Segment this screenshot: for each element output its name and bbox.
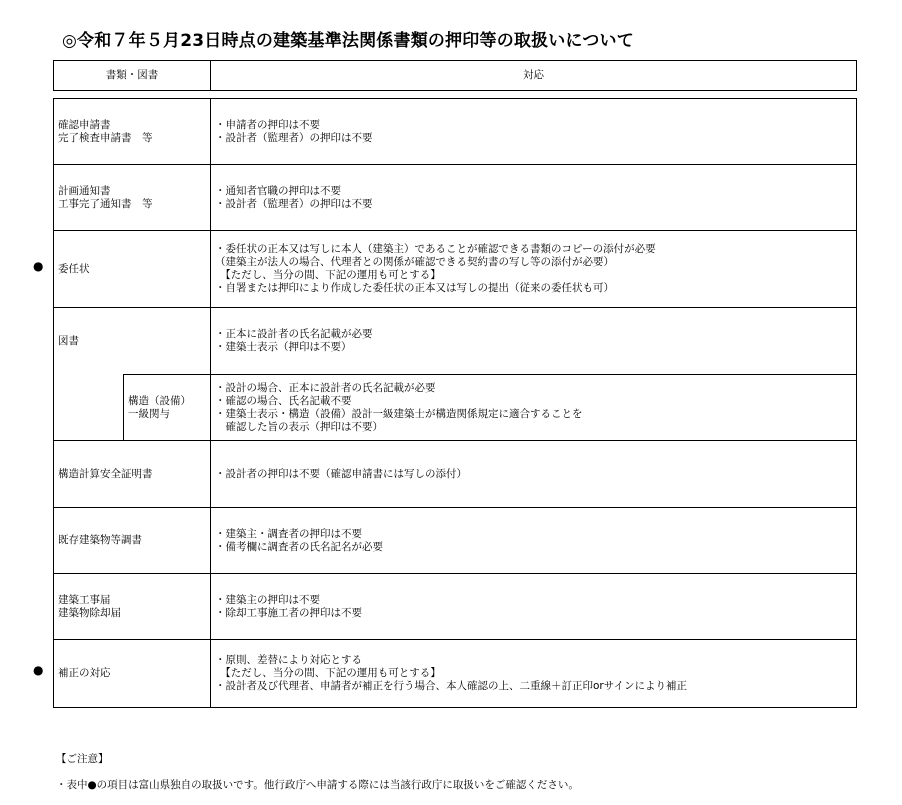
notes-text: ・表中●の項目は富山県独自の取扱いです。他行政庁へ申請する際には当該行政庁に取扱いをご確認ください。 bbox=[56, 779, 579, 791]
table-row bbox=[54, 640, 857, 708]
row-document: 確認申請書 完了検査申請書 等 bbox=[54, 99, 211, 165]
row-response: ・設計の場合、正本に設計者の氏名記載が必要 ・確認の場合、氏名記載不要 ・建築士表示・構造（設備）設計一級建築士が構造関係規定に適合することを 確認した旨の表示（押印は不要） bbox=[211, 375, 857, 441]
row-response: ・原則、差替により対応とする 【ただし、当分の間、下記の運用も可とする】 ・設計者及び代理者、申請者が補正を行う場合、本人確認の上、二重線＋訂正印orサインにより補正 bbox=[211, 640, 857, 708]
row-document: 既存建築物等調書 bbox=[54, 508, 211, 574]
notes-heading: 【ご注意】 bbox=[56, 753, 109, 765]
table-row bbox=[54, 99, 857, 165]
table-row bbox=[54, 308, 857, 375]
table-row bbox=[54, 508, 857, 574]
row-response: ・正本に設計者の氏名記載が必要 ・建築士表示（押印は不要） bbox=[211, 308, 857, 375]
handling-table bbox=[53, 60, 857, 708]
table-header-row bbox=[54, 61, 857, 91]
toyama-only-marker: ● bbox=[33, 663, 44, 677]
row-document: 補正の対応 bbox=[54, 640, 211, 708]
row-response: ・建築主の押印は不要 ・除却工事施工者の押印は不要 bbox=[211, 574, 857, 640]
table-spacer bbox=[54, 91, 857, 99]
row-document: 建築工事届 建築物除却届 bbox=[54, 574, 211, 640]
row-document: 構造計算安全証明書 bbox=[54, 441, 211, 508]
row-document: 委任状 bbox=[54, 231, 211, 308]
row-document: 図書 bbox=[54, 308, 211, 375]
row-response: ・委任状の正本又は写しに本人（建築主）であることが確認できる書類のコピーの添付が必要 （建築主が法人の場合、代理者との関係が確認できる契約書の写し等の添付が必要） 【ただし、当分の間、下記の運用も可とする】 ・自署または押印により作成した委任状の正本又は写しの提出（従来の委任状も可） bbox=[211, 231, 857, 308]
row-document-indent bbox=[54, 375, 124, 441]
header-response: 対応 bbox=[211, 61, 857, 91]
table-row bbox=[54, 165, 857, 231]
row-response: ・設計者の押印は不要（確認申請書には写しの添付） bbox=[211, 441, 857, 508]
row-response: ・建築主・調査者の押印は不要 ・備考欄に調査者の氏名記名が必要 bbox=[211, 508, 857, 574]
page-title: ◎令和７年５月23日時点の建築基準法関係書類の押印等の取扱いについて bbox=[62, 31, 634, 51]
row-response: ・申請者の押印は不要 ・設計者（監理者）の押印は不要 bbox=[211, 99, 857, 165]
table-row bbox=[54, 574, 857, 640]
table-row bbox=[54, 375, 857, 441]
row-document: 計画通知書 工事完了通知書 等 bbox=[54, 165, 211, 231]
table-row bbox=[54, 231, 857, 308]
row-subdocument: 構造（設備） 一級関与 bbox=[124, 375, 211, 441]
header-documents: 書類・図書 bbox=[54, 61, 211, 91]
table-row bbox=[54, 441, 857, 508]
row-response: ・通知者官職の押印は不要 ・設計者（監理者）の押印は不要 bbox=[211, 165, 857, 231]
notes bbox=[56, 740, 579, 805]
toyama-only-marker: ● bbox=[33, 259, 44, 273]
